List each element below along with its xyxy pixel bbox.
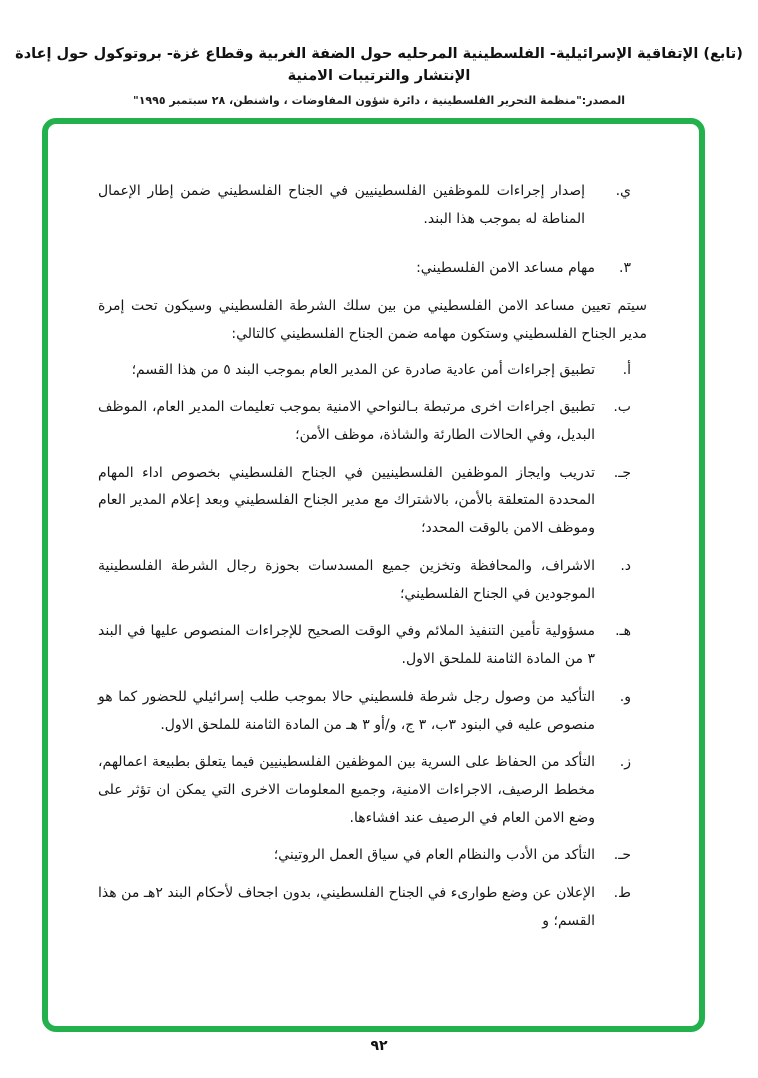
item-label: د. [620,557,631,574]
section-number: ٣. [619,260,631,277]
item-text: تطبيق اجراءات اخرى مرتبطة بـالنواحي الامنية بموجب تعليمات المدير العام، الموظف البديل، وفي الحالات الطارئة والشاذة، موظف الأمن؛ [98,399,595,444]
item-label: ب. [613,399,631,416]
list-item [98,357,631,385]
item-label: أ. [622,361,631,378]
list-item [98,880,631,935]
item-text: إصدار إجراءات للموظفين الفلسطينيين في الجناح الفلسطيني ضمن إطار الإعمال المناطة له بموجب هذا البند. [98,183,585,227]
item-label: و. [619,688,631,705]
item-label: ط. [613,885,631,902]
section-title: مهام مساعد الامن الفلسطيني: [416,260,595,277]
list-item [98,618,631,673]
item-label: ي. [615,183,631,199]
document-title: (تابع) الإتفاقية الإسرائيلية- الفلسطينية المرحليه حول الضفة الغربية وقطاع غزة- بروتوكول حول إعادة الإنتشار والترتيبات الامنية [15,46,743,84]
list-item [98,684,631,739]
list-item [98,749,631,832]
document-body [48,124,699,976]
section-heading [98,255,631,283]
document-source: المصدر:"منظمة التحرير الفلسطينية ، دائرة شؤون المفاوضات ، واشنطن، ٢٨ سبتمبر ١٩٩٥" [132,93,626,107]
item-label: هـ. [615,623,631,640]
item-label: حـ. [613,847,631,864]
list-item-yaa [98,178,631,233]
list-item [98,460,631,543]
item-text: الإعلان عن وضع طوارىء في الجناح الفلسطيني، بدون اجحاف لأحكام البند ٢هـ من هذا القسم؛ و [98,885,595,929]
item-text: التأكيد من وصول رجل شرطة فلسطيني حالا بموجب طلب إسرائيلي للحضور كما هو منصوص عليه في البنود ٣ب، ٣ ج، و/أو ٣ هـ من المادة الثامنة للملحق الاول. [98,688,595,733]
item-text: الاشراف، والمحافظة وتخزين جميع المسدسات بحوزة رجال الشرطة الفلسطينية الموجودين في الجناح الفلسطيني؛ [98,557,595,602]
item-text: التأكد من الأدب والنظام العام في سياق العمل الروتيني؛ [273,847,595,864]
document-header [0,0,758,107]
list-item [98,842,631,870]
page-number: ٩٢ [370,1038,388,1054]
item-text: تطبيق إجراءات أمن عادية صادرة عن المدير العام بموجب البند ٥ من هذا القسم؛ [131,361,595,378]
item-label: ز. [619,754,631,771]
item-text: تدريب وايجاز الموظفين الفلسطينيين في الجناح الفلسطيني بخصوص اداء المهام المحددة المتعلقة بالأمن، بالاشتراك مع مدير الجناح الفلسطيني وبعد إعلام المدير العام وموظف الامن بالوقت المحدد؛ [98,464,595,537]
list-item [98,553,631,608]
item-text: مسؤولية تأمين التنفيذ الملائم وفي الوقت الصحيح للإجراءات المنصوص عليها في البند ٣ من المادة الثامنة للملحق الاول. [98,623,595,668]
item-label: جـ. [613,464,631,481]
section-intro: سيتم تعيين مساعد الامن الفلسطيني من بين سلك الشرطة الفلسطيني وسيكون تحت إمرة مدير الجناح الفلسطيني وستكون مهامه ضمن الجناح الفلسطيني كالتالي: [98,298,647,342]
content-frame [42,118,705,1032]
list-item [98,394,631,449]
item-text: التأكد من الحفاظ على السرية بين الموظفين الفلسطينيين فيما يتعلق بطبيعة اعمالهم، مخطط الرصيف، الاجراءات الامنية، وجميع المعلومات الاخرى التي يمكن ان تؤثر على وضع الامن العام في الرصيف عند افشاءها. [98,754,595,826]
